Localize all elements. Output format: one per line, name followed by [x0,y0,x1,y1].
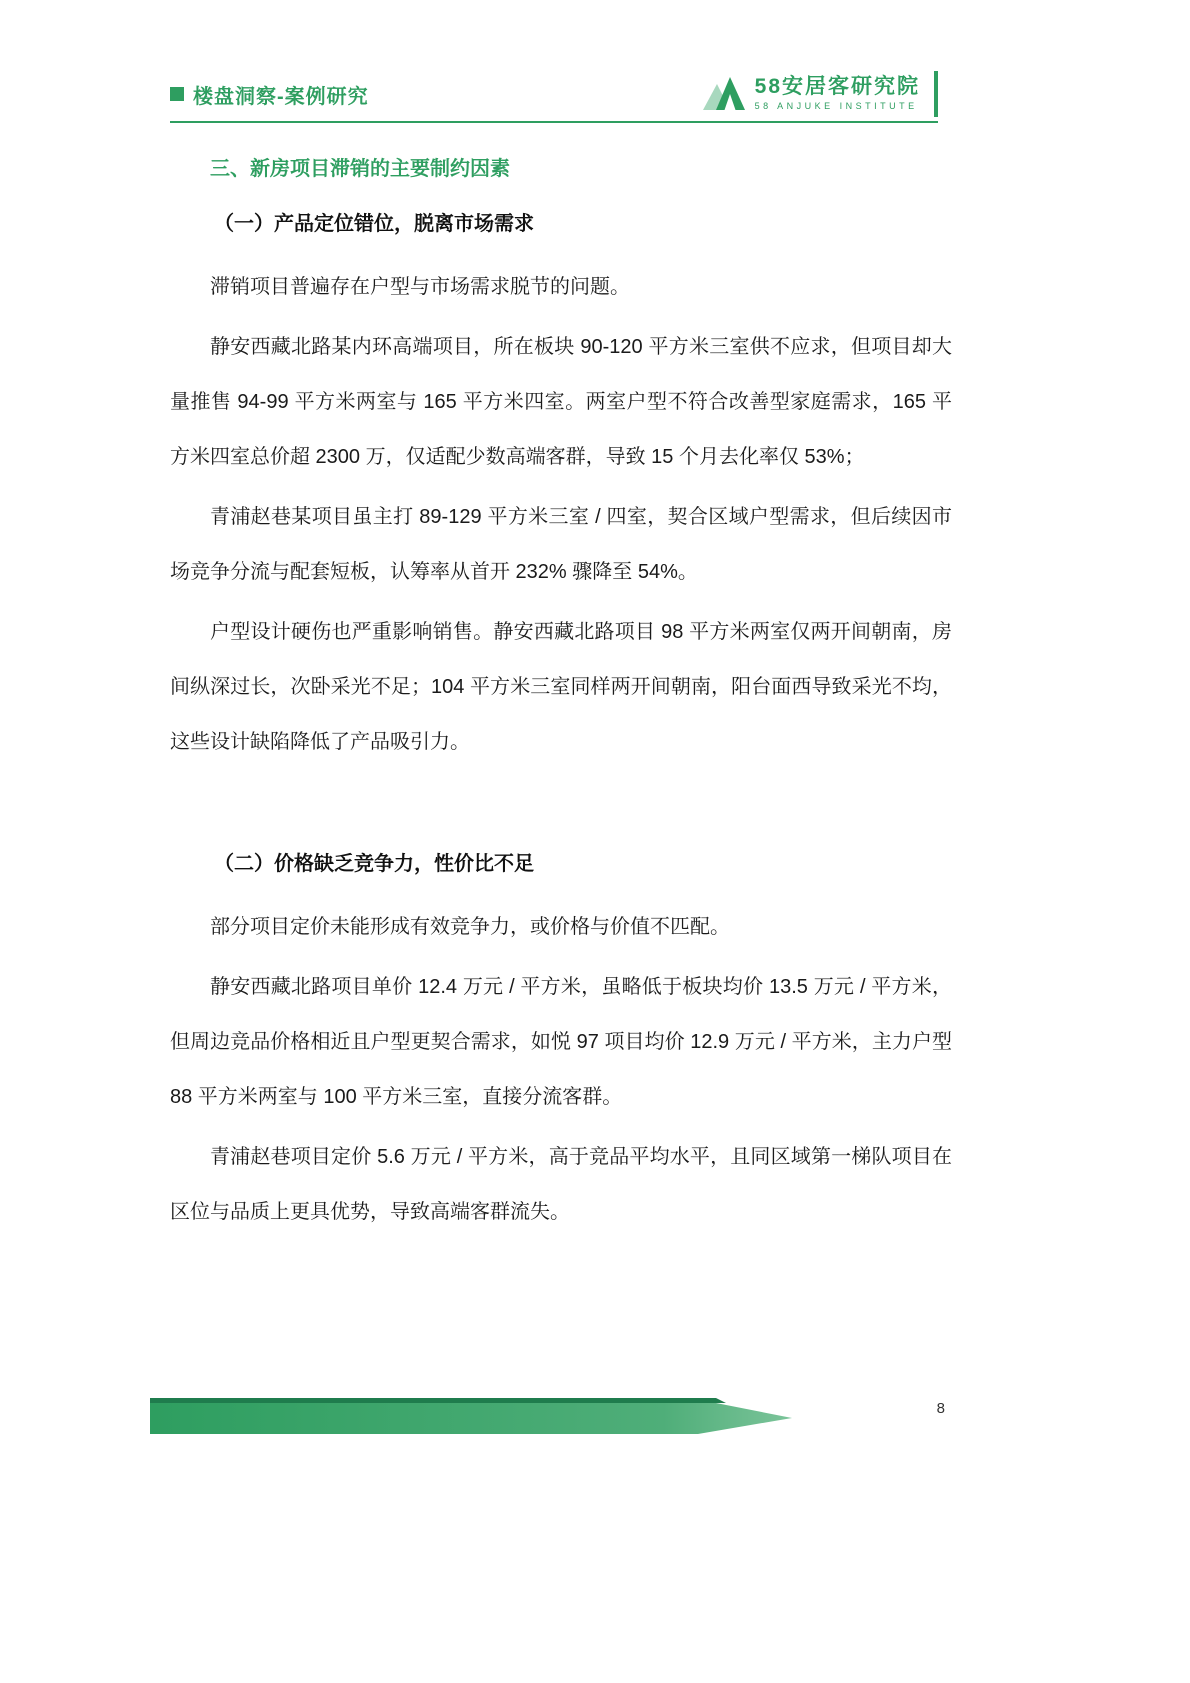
logo-text-group [755,75,920,113]
paragraph: 静安西藏北路项目单价 12.4 万元 / 平方米，虽略低于板块均价 13.5 万元 / 平方米，但周边竞品价格相近且户型更契合需求，如悦 97 项目均价 12.9 万元 / 平方米，主力户型 88 平方米两室与 100 平方米三室，直接分流客群。 [170,976,952,1108]
footer-ribbon [150,1396,795,1436]
paragraph: 静安西藏北路某内环高端项目，所在板块 90-120 平方米三室供不应求，但项目却大量推售 94-99 平方米两室与 165 平方米四室。两室户型不符合改善型家庭需求，165 平方米四室总价超 2300 万，仅适配少数高端客群，导致 15 个月去化率仅 53%； [170,336,952,468]
logo-title: 58安居客研究院 [754,75,920,98]
paragraph: 青浦赵巷某项目虽主打 89-129 平方米三室 / 四室，契合区域户型需求，但后续因市场竞争分流与配套短板，认筹率从首开 232% 骤降至 54%。 [170,506,952,583]
paragraph: 滞销项目普遍存在户型与市场需求脱节的问题。 [210,276,630,298]
subsection-heading-2: （二）价格缺乏竞争力，性价比不足 [214,853,534,875]
anjuke-logo-icon [701,72,747,117]
logo-subtitle: 58 ANJUKE INSTITUTE [754,101,918,111]
paragraph: 部分项目定价未能形成有效竞争力，或价格与价值不匹配。 [210,916,730,938]
page-number: 8 [936,1400,945,1417]
header-breadcrumb-group [170,80,369,109]
header-divider [170,121,938,123]
document-body [170,142,952,1245]
section-title: 三、新房项目滞销的主要制约因素 [210,158,510,180]
subsection-heading-1: （一）产品定位错位，脱离市场需求 [214,213,534,235]
page-header [170,68,938,120]
paragraph: 户型设计硬伤也严重影响销售。静安西藏北路项目 98 平方米两室仅两开间朝南，房间纵深过长，次卧采光不足；104 平方米三室同样两开间朝南，阳台面西导致采光不均，这些设计缺陷降低了产品吸引力。 [170,621,952,753]
square-bullet-icon [170,87,184,101]
paragraph: 青浦赵巷项目定价 5.6 万元 / 平方米，高于竞品平均水平，且同区域第一梯队项目在区位与品质上更具优势，导致高端客群流失。 [170,1146,952,1223]
header-logo-group [701,71,938,117]
header-breadcrumb: 楼盘洞察-案例研究 [193,85,369,108]
header-accent-bar [934,71,938,117]
